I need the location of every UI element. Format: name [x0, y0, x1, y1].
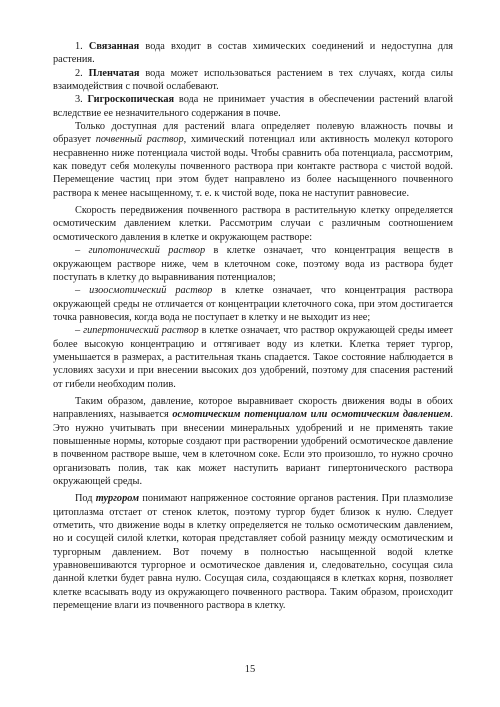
paragraph-osmotic-potential: [53, 395, 453, 488]
term-soil-solution: почвенный раствор: [95, 134, 184, 146]
paragraph-text: Скорость передвижения почвенного раствора в растительную клетку определяется осмотическим давлением клетки. Рассмотрим случаи с различным соотношением осмотического давления в клетке и окружающем растворе:: [53, 205, 453, 243]
paragraph-film-water: [53, 67, 453, 94]
list-dash: –: [75, 245, 89, 257]
paragraph-turgor: [53, 492, 453, 612]
paragraph-text: вода не принимает участия в обеспечении растений влагой вследствие ее незначительного содержания в почве.: [53, 94, 454, 119]
paragraph-isosmotic: [53, 284, 453, 324]
list-number: 3.: [75, 94, 88, 106]
paragraph-text: , химический потенциал или активность молекул которого несравненно ниже потенциала чистой воды. Чтобы сравнить оба потенциала, рассмотрим, как поведут себя молекулы почвенного раствора при контакте раствора с чистой водой. Перемещение частиц при этом будет направлено из более насыщенного почвенного раствора к менее насыщенному, т. е. к чистой воде, пока не наступит равновесие.: [53, 134, 453, 199]
term-isosmotic: изоосмотический раствор: [89, 285, 213, 297]
paragraph-text: Таким образом, давление, которое выравнивает скорость движения воды в обоих направлениях, называется: [53, 395, 453, 421]
term-bound-water: Связанная: [88, 41, 140, 52]
paragraph-text: понимают напряженное состояние органов растения. При плазмолизе цитоплазма отстает от стенок клеток, поэтому тургор будет близок к нулю. Следует отметить, что движение воды в клетку определяется не только осмотическим давлением, но и сосущей силой клетки, которая представляет собой разницу между осмотическим и тургорным давлением. Вот почему в полностью насыщенной водой клетке уравновешиваются тургорное и осмотическое давления и, следовательно, сосущая сила данной клетки будет равна нулю. Сосущая сила, создающаяся в клетках корня, позволяет клетке всасывать воду из окружающего почвенного раствора. Таким образом, происходит перемещение влаги из почвенного раствора в клетку.: [53, 493, 453, 612]
paragraph-hypotonic: [53, 244, 453, 284]
list-number: 1.: [75, 41, 89, 52]
paragraph-hypertonic: [53, 324, 453, 391]
paragraph-osmotic-intro: [53, 204, 453, 244]
term-osmotic-potential: осмотическим потенциалом или осмотическим давлением: [172, 409, 451, 421]
paragraph-text: Только доступная для растений влага определяет полевую влажность почвы и образует: [53, 121, 453, 146]
paragraph-soil-solution: [53, 120, 453, 200]
list-number: 2.: [75, 67, 89, 79]
paragraph-bound-water: [53, 40, 453, 67]
list-dash: –: [75, 285, 90, 297]
paragraph-text: . Это нужно учитывать при внесении минеральных удобрений и не применять такие повышенные нормы, которые создают при растворении удобрений осмотическое давление в почвенном растворе выше, чем в клеточном соке. Если это произошло, то нужно срочно организовать полив, так как может наступить вариант гипертонического раствора окружающей среды.: [53, 409, 453, 487]
term-hypotonic: гипотонический раствор: [88, 245, 206, 257]
term-hypertonic: гипертонический раствор: [83, 325, 199, 337]
term-film-water: Пленчатая: [88, 67, 140, 79]
paragraph-text: Под: [75, 493, 96, 505]
paragraph-text: вода может использоваться растением в тех случаях, когда силы взаимодействия с почвой ослабевают.: [53, 67, 454, 93]
term-turgor: тургором: [95, 493, 140, 505]
paragraph-hygroscopic-water: [53, 93, 453, 120]
paragraph-text: вода входит в состав химических соединений и недоступна для растения.: [53, 41, 454, 66]
page-number: 15: [244, 664, 256, 675]
paragraph-text: в клетке означает, что концентрация веществ в окружающем растворе ниже, чем в клеточном соке, поэтому вода из раствора будет поступать в клетку до выравнивания потенциалов;: [53, 245, 454, 283]
paragraph-text: в клетке означает, что раствор окружающей среды имеет более высокую концентрацию и оттягивает воду из клетки. Клетка теряет тургор, уменьшается в размерах, а растительная ткань спадается. Такое состояние наблюдается в условиях засухи и при внесении высоких доз удобрений, поэтому для спасения растений от гибели необходим полив.: [53, 325, 453, 390]
term-hygroscopic-water: Гигроскопическая: [87, 94, 175, 106]
list-dash: –: [75, 325, 84, 337]
paragraph-text: в клетке означает, что концентрация раствора окружающей среды не отличается от концентрации клеточного сока, при этом достигается точка равновесия, когда вода не поступает в клетку и не выходит из нее;: [53, 285, 453, 323]
